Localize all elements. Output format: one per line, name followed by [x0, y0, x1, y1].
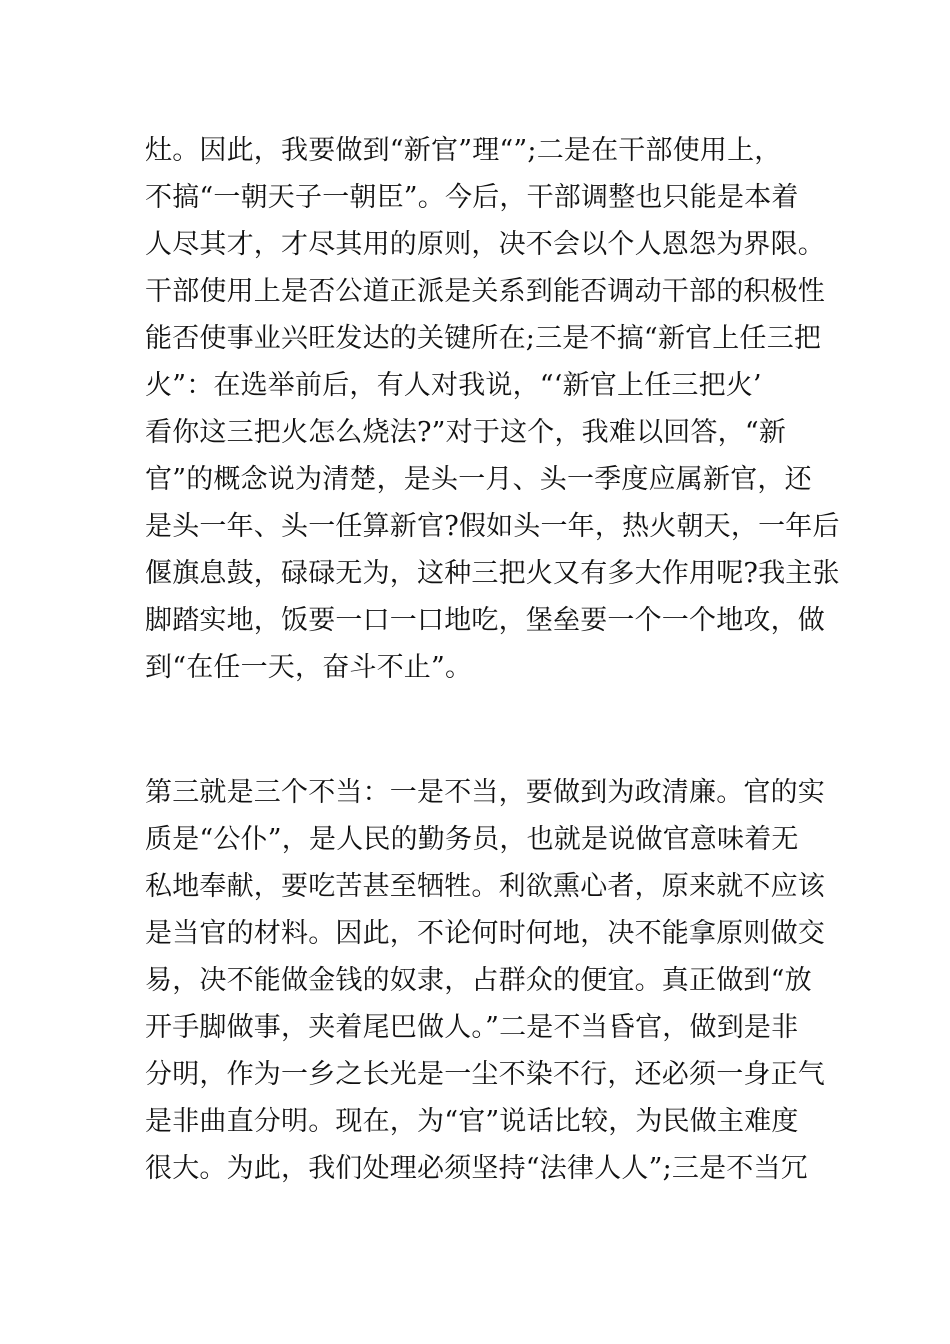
- text-line: 很大。为此，我们处理必须坚持“法律人人”;三是不当冗: [145, 1153, 808, 1184]
- text-line: 不搞“一朝天子一朝臣”。今后，干部调整也只能是本着: [145, 182, 799, 213]
- text-line: 是头一年、头一任算新官?假如头一年，热火朝天，一年后: [145, 511, 840, 542]
- text-line: 干部使用上是否公道正派是关系到能否调动干部的积极性: [145, 276, 825, 307]
- text-line: 是非曲直分明。现在，为“官”说话比较，为民做主难度: [145, 1106, 799, 1137]
- text-line: 官”的概念说为清楚，是头一月、头一季度应属新官，还: [145, 464, 812, 495]
- text-line: 能否使事业兴旺发达的关键所在;三是不搞“新官上任三把: [145, 323, 822, 354]
- text-line: 灶。因此，我要做到“新官”理“”;二是在干部使用上，: [145, 135, 782, 166]
- text-line: 易，决不能做金钱的奴隶，占群众的便宜。真正做到“放: [145, 965, 812, 996]
- text-line: 是当官的材料。因此，不论何时何地，决不能拿原则做交: [145, 918, 825, 949]
- text-line: 到“在任一天，奋斗不止”。: [145, 652, 473, 683]
- text-line: 脚踏实地，饭要一口一口地吃，堡垒要一个一个地攻，做: [145, 605, 825, 636]
- text-line: 质是“公仆”，是人民的勤务员，也就是说做官意味着无: [145, 824, 799, 855]
- text-line: 看你这三把火怎么烧法?”对于这个，我难以回答，“新: [145, 417, 787, 448]
- text-line: 火”：在选举前后，有人对我说，“‘新官上任三把火’: [145, 370, 762, 401]
- text-line: 人尽其才，才尽其用的原则，决不会以个人恩怨为界限。: [145, 229, 825, 260]
- text-line: 开手脚做事，夹着尾巴做人。”二是不当昏官，做到是非: [145, 1012, 799, 1043]
- text-line: 第三就是三个不当：一是不当，要做到为政清廉。官的实: [145, 777, 825, 808]
- text-line: 分明，作为一乡之长光是一尘不染不行，还必须一身正气: [145, 1059, 825, 1090]
- text-line: 偃旗息鼓，碌碌无为，这种三把火又有多大作用呢?我主张: [145, 558, 840, 589]
- text-line: 私地奉献，要吃苦甚至牺牲。利欲熏心者，原来就不应该: [145, 871, 825, 902]
